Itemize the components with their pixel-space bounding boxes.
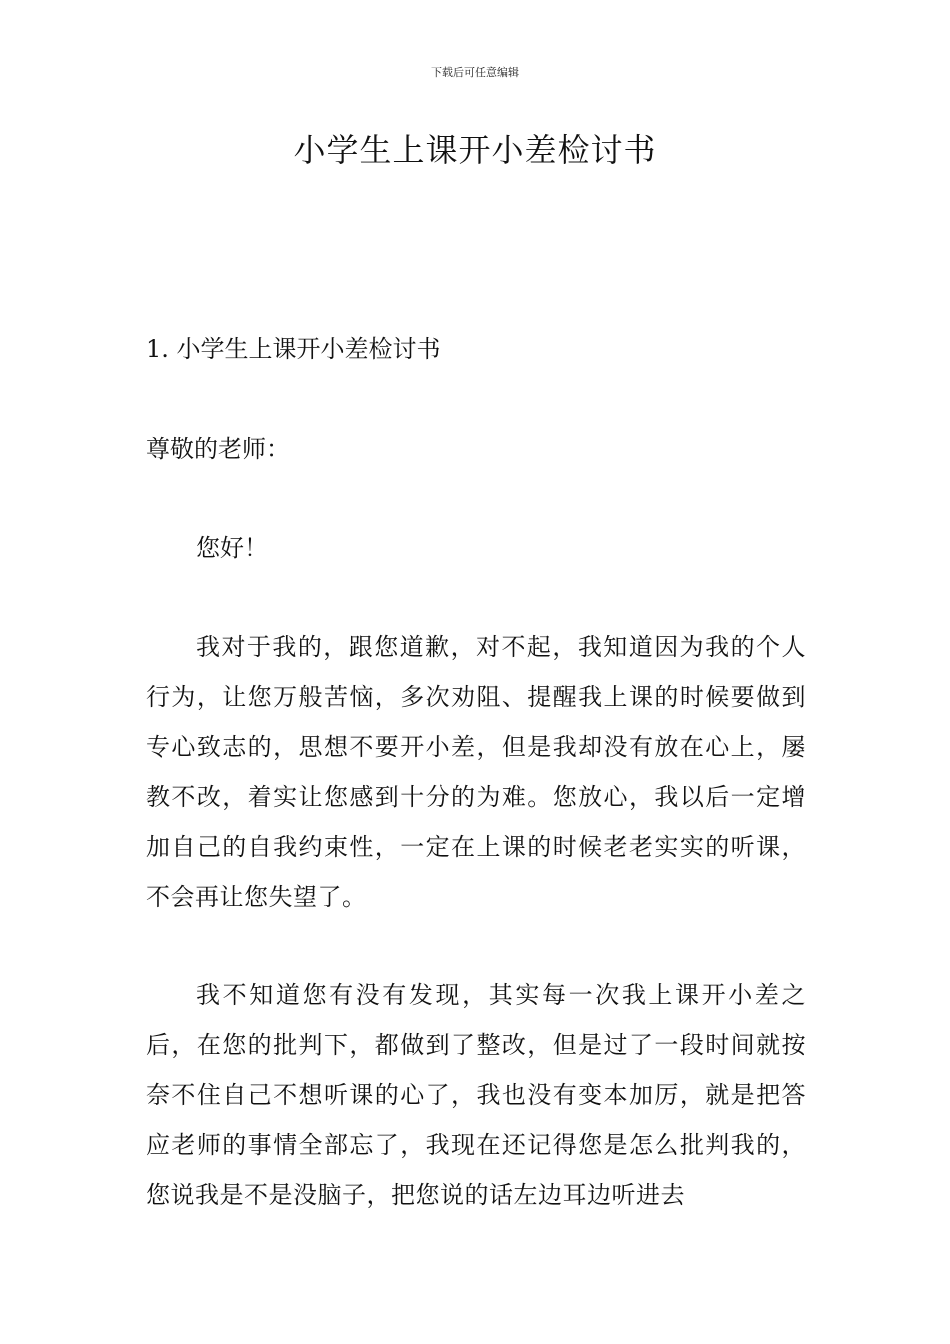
salutation: 尊敬的老师： <box>146 435 290 463</box>
document-title: 小学生上课开小差检讨书 <box>293 131 657 169</box>
body-paragraph: 我不知道您有没有发现，其实每一次我上课开小差之后，在您的批判下，都做到了整改，但是过了一段时间就按奈不住自己不想听课的心了，我也没有变本加厉，就是把答应老师的事情全部忘了，我现在还记得您是怎么批判我的，您说我是不是没脑子，把您说的话左边耳边听进去 <box>146 981 806 1209</box>
header-note: 下载后可任意编辑 <box>431 66 519 79</box>
section-heading: 1. 小学生上课开小差检讨书 <box>146 335 441 363</box>
greeting: 您好！ <box>196 534 268 562</box>
body-paragraph: 我对于我的，跟您道歉，对不起，我知道因为我的个人行为，让您万般苦恼，多次劝阻、提醒我上课的时候要做到专心致志的，思想不要开小差，但是我却没有放在心上，屡教不改，着实让您感到十分的为难。您放心，我以后一定增加自己的自我约束性，一定在上课的时候老老实实的听课，不会再让您失望了。 <box>146 633 806 911</box>
